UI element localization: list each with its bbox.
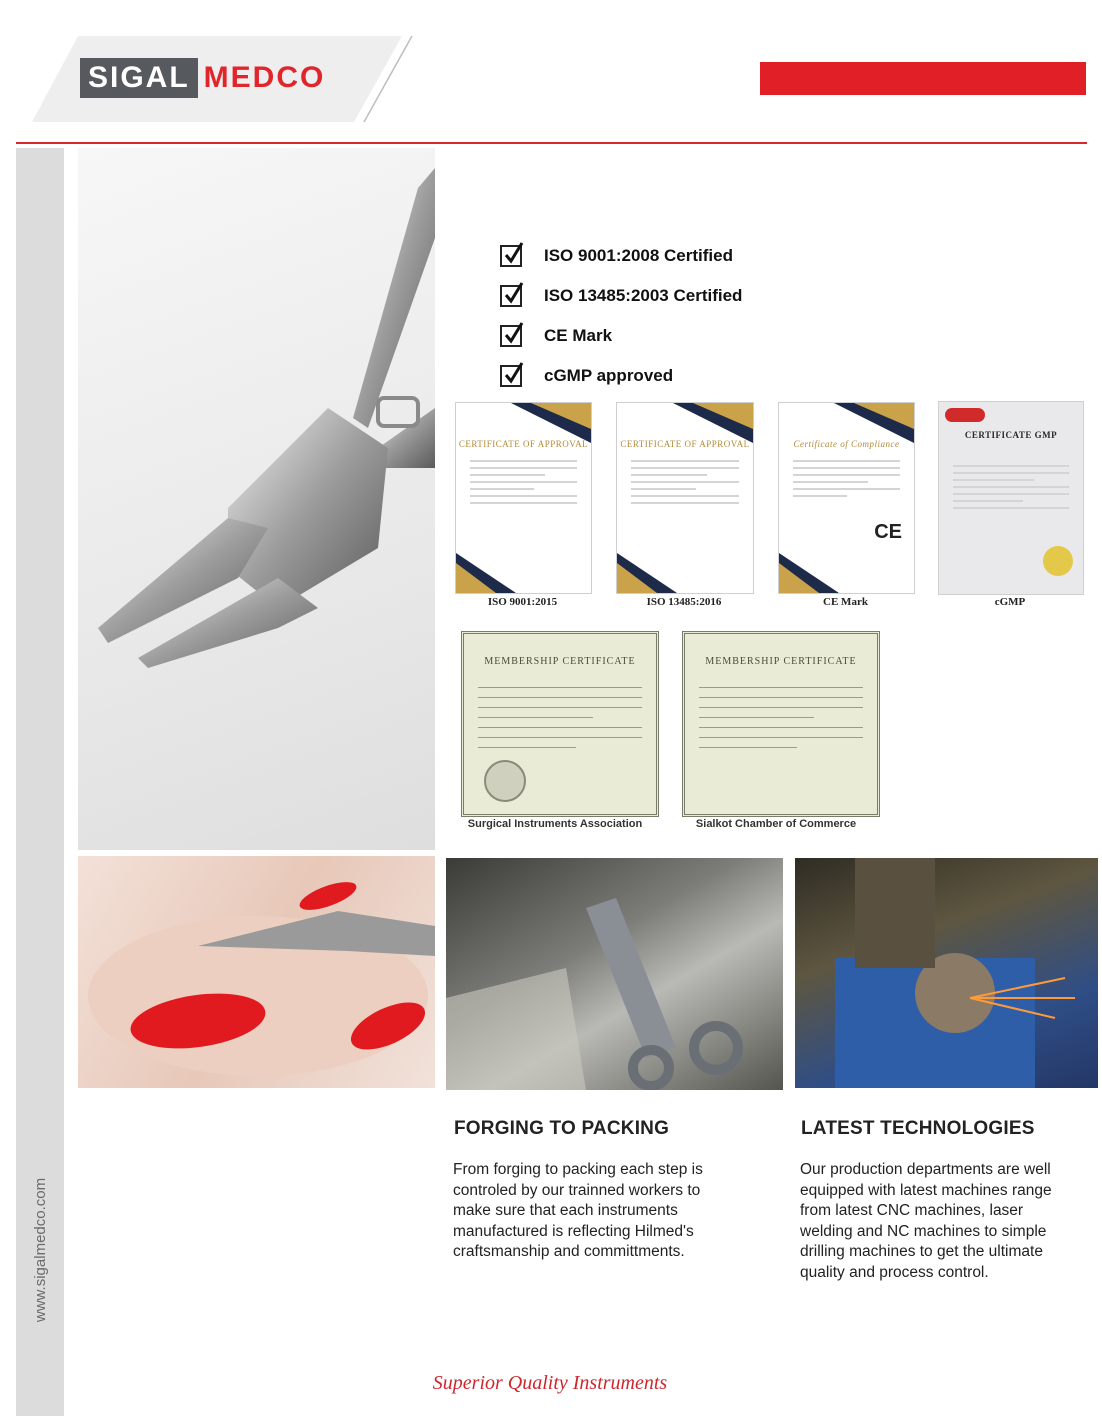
checkbox-icon bbox=[500, 285, 522, 307]
body-line: welding and NC machines to simple bbox=[800, 1222, 1047, 1240]
body-line: Our production departments are well bbox=[800, 1161, 1051, 1178]
checklist-label: CE Mark bbox=[544, 326, 613, 345]
membership-certificate-sia bbox=[461, 631, 659, 817]
tech-section-title: LATEST TECHNOLOGIES bbox=[801, 1118, 1035, 1139]
footer-slogan: Superior Quality Instruments bbox=[432, 1372, 668, 1394]
body-line: From forging to packing each step is bbox=[453, 1161, 703, 1178]
membership-certificate-scc bbox=[682, 631, 880, 817]
header-divider bbox=[16, 142, 1087, 144]
certificate-ce-mark bbox=[778, 402, 915, 594]
certificate-title: Certificate of Compliance bbox=[793, 439, 900, 449]
logo-sigal: SIGAL bbox=[80, 58, 198, 98]
certificate-caption: ISO 13485:2016 bbox=[646, 596, 722, 608]
body-line: controled by our trainned workers to bbox=[453, 1181, 701, 1199]
certificate-iso-9001 bbox=[455, 402, 592, 594]
certificate-iso-13485 bbox=[616, 402, 754, 594]
forging-section-title: FORGING TO PACKING bbox=[454, 1118, 670, 1139]
certificate-cgmp bbox=[938, 401, 1084, 595]
grinding-machine-photo bbox=[795, 858, 1098, 1088]
certificate-caption: ISO 9001:2015 bbox=[487, 596, 558, 608]
tech-section-body bbox=[800, 1160, 1090, 1284]
checkbox-icon bbox=[500, 365, 522, 387]
body-line: drilling machines to get the ultimate bbox=[800, 1243, 1043, 1261]
certificate-title: CERTIFICATE GMP bbox=[964, 430, 1058, 440]
membership-title: MEMBERSHIP CERTIFICATE bbox=[484, 656, 636, 667]
checkbox-icon bbox=[500, 325, 522, 347]
certificate-title: CERTIFICATE OF APPROVAL bbox=[620, 439, 750, 449]
hero-nipper-image bbox=[78, 148, 435, 850]
forging-photo bbox=[446, 858, 783, 1090]
checklist-item bbox=[500, 276, 800, 316]
checklist-label: ISO 9001:2008 Certified bbox=[544, 246, 733, 265]
logo-medco: MEDCO bbox=[203, 61, 326, 94]
membership-title: MEMBERSHIP CERTIFICATE bbox=[705, 656, 857, 667]
checklist-item bbox=[500, 356, 800, 396]
header-red-banner bbox=[760, 62, 1086, 95]
certificate-caption: cGMP bbox=[994, 596, 1026, 608]
nipper-illustration bbox=[78, 148, 435, 850]
seal-icon bbox=[484, 760, 526, 802]
body-line: equipped with latest machines range bbox=[800, 1181, 1052, 1199]
company-logo bbox=[80, 58, 331, 98]
checklist-label: ISO 13485:2003 Certified bbox=[544, 286, 743, 305]
certification-checklist bbox=[500, 236, 800, 396]
gold-seal-icon bbox=[1043, 546, 1073, 576]
ce-mark-icon: CE bbox=[874, 521, 902, 543]
body-line: make sure that each instruments bbox=[453, 1202, 678, 1220]
membership-caption: Surgical Instruments Association bbox=[467, 818, 643, 830]
checklist-label: cGMP approved bbox=[544, 366, 674, 385]
website-url: www.sigalmedco.com bbox=[32, 1177, 49, 1323]
membership-caption: Sialkot Chamber of Commerce bbox=[695, 818, 857, 830]
body-line: quality and process control. bbox=[800, 1263, 989, 1281]
body-line: from latest CNC machines, laser bbox=[800, 1202, 1024, 1220]
certificate-title: CERTIFICATE OF APPROVAL bbox=[458, 439, 589, 449]
body-line: manufactured is reflecting Hilmed's bbox=[453, 1222, 694, 1240]
qmsci-logo-icon bbox=[945, 408, 985, 422]
manicure-photo bbox=[78, 856, 435, 1088]
certificate-caption: CE Mark bbox=[823, 596, 868, 608]
checklist-item bbox=[500, 316, 800, 356]
checklist-item bbox=[500, 236, 800, 276]
body-line: craftsmanship and committments. bbox=[453, 1243, 685, 1261]
forging-section-body bbox=[453, 1160, 773, 1263]
checkbox-icon bbox=[500, 245, 522, 267]
